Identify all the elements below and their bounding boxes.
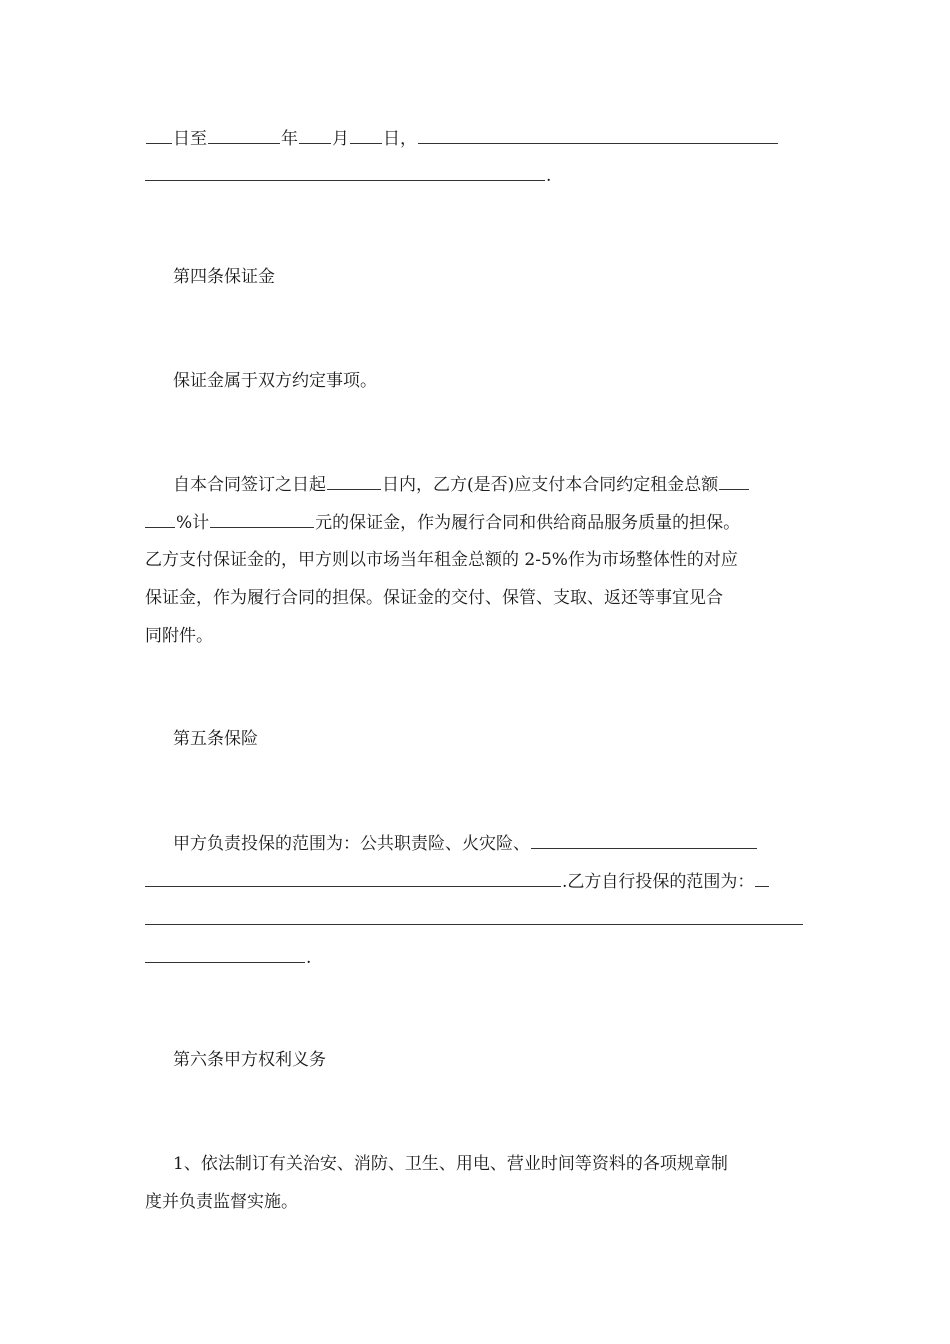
blank-percent-1 [719, 472, 749, 490]
deposit-paragraph-line-3: 乙方支付保证金的，甲方则以市场当年租金总额的 2-5%作为市场整体性的对应 [145, 550, 738, 570]
blank-percent-2 [145, 510, 175, 528]
blank-landlord-insurance-2 [145, 869, 561, 887]
text-deposit-purpose: 元的保证金，作为履行合同和供给商品服务质量的担保。 [315, 513, 741, 533]
text-month: 月 [332, 129, 349, 149]
blank-amount [210, 510, 314, 528]
insurance-line-1 [173, 831, 805, 856]
text-percent-count: %计 [176, 513, 210, 533]
blank-purpose-2 [145, 163, 545, 181]
deposit-paragraph-line-4: 保证金，作为履行合同的担保。保证金的交付、保管、支取、返还等事宜见合 [145, 588, 723, 608]
text-year: 年 [281, 129, 298, 149]
blank-day-end [350, 126, 382, 144]
blank-day-start [146, 126, 172, 144]
text-day-to: 日至 [173, 129, 207, 149]
blank-landlord-insurance-1 [531, 831, 757, 849]
blank-tenant-insurance-3 [145, 945, 305, 963]
blank-days [327, 472, 381, 490]
deposit-intro-paragraph: 保证金属于双方约定事项。 [173, 371, 377, 391]
date-range-line [145, 126, 805, 151]
text-landlord-insurance: 甲方负责投保的范围为：公共职责险、火灾险、 [173, 834, 530, 854]
text-period: . [306, 948, 312, 968]
deposit-paragraph-line-1 [173, 472, 805, 497]
text-period: . [546, 166, 552, 186]
purpose-continuation-line [145, 163, 805, 188]
blank-tenant-insurance-1 [755, 869, 769, 887]
blank-purpose-1 [418, 126, 778, 144]
insurance-line-3 [145, 907, 805, 932]
rights-item-1-line-1: 1、依法制订有关治安、消防、卫生、用电、营业时间等资料的各项规章制 [173, 1154, 728, 1174]
rights-item-1-line-2: 度并负责监督实施。 [145, 1192, 298, 1212]
deposit-paragraph-line-5: 同附件。 [145, 626, 213, 646]
heading-article-5: 第五条保险 [173, 729, 258, 749]
text-day: 日， [383, 129, 417, 149]
blank-year [208, 126, 280, 144]
heading-article-4: 第四条保证金 [173, 267, 275, 287]
heading-article-6: 第六条甲方权利义务 [173, 1050, 326, 1070]
insurance-line-2 [145, 869, 805, 894]
text-from-signing: 自本合同签订之日起 [173, 475, 326, 495]
blank-month [299, 126, 331, 144]
text-deposit-ratio: 日内，乙方(是否)应支付本合同约定租金总额 [382, 475, 719, 495]
text-tenant-insurance: .乙方自行投保的范围为： [562, 872, 755, 892]
insurance-line-4 [145, 945, 805, 970]
blank-tenant-insurance-2 [145, 907, 803, 925]
deposit-paragraph-line-2 [145, 510, 805, 535]
